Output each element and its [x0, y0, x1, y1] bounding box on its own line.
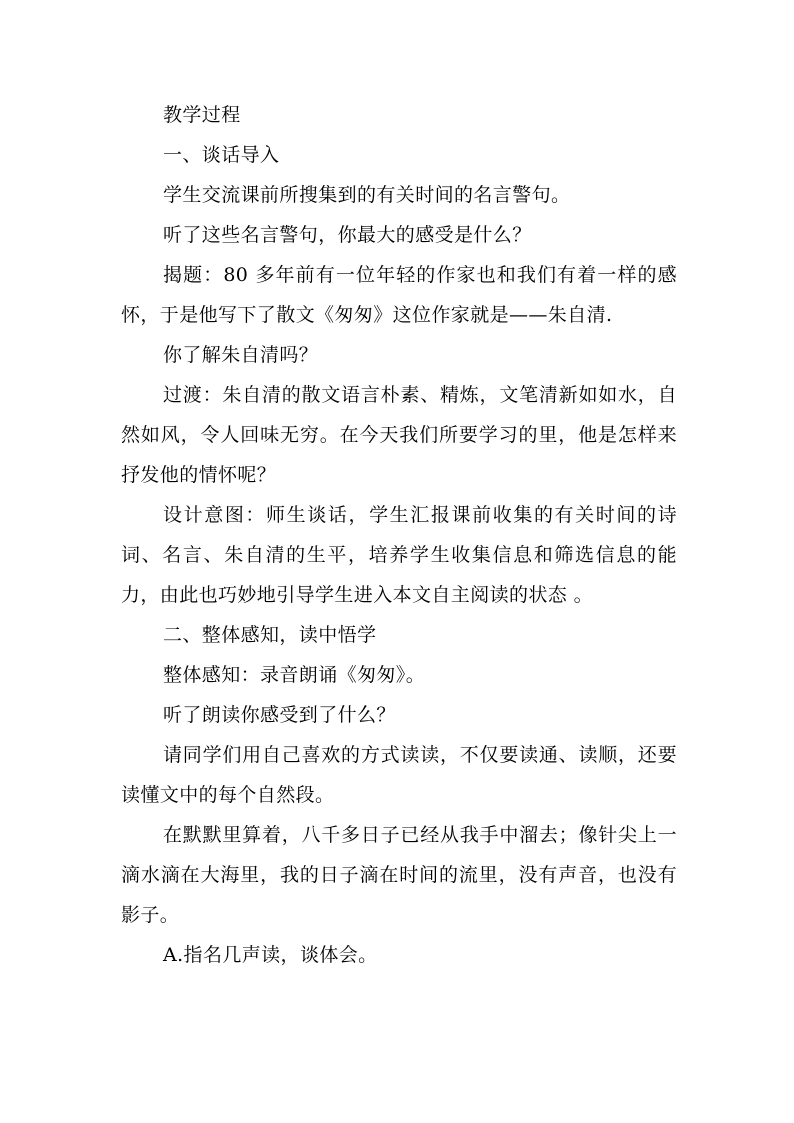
paragraph: 听了朗读你感受到了什么？	[163, 704, 396, 726]
section-2-title: 二、整体感知，读中悟学	[163, 624, 377, 646]
section-1-title: 一、谈话导入	[163, 144, 280, 166]
paragraph: 听了这些名言警句，你最大的感受是什么？	[163, 224, 532, 246]
document-body	[121, 95, 677, 975]
paragraph: 在默默里算着，八千多日子已经从我手中溜去；像针尖上一滴水滴在大海里，我的日子滴在时间的流里，没有声音，也没有影子。	[121, 824, 677, 926]
paragraph: 整体感知：录音朗诵《匆匆》。	[163, 664, 426, 686]
paragraph: 过渡：朱自清的散文语言朴素、精炼，文笔清新如如水，自然如风，令人回味无穷。在今天我们所要学习的里，他是怎样来抒发他的情怀呢？	[121, 384, 677, 486]
paragraph: A.指名几声读，谈体会。	[163, 944, 378, 966]
paragraph: 揭题：80 多年前有一位年轻的作家也和我们有着一样的感怀，于是他写下了散文《匆匆》这位作家就是——朱自清.	[121, 264, 677, 326]
paragraph: 设计意图：师生谈话，学生汇报课前收集的有关时间的诗词、名言、朱自清的生平，培养学生收集信息和筛选信息的能力，由此也巧妙地引导学生进入本文自主阅读的状态 。	[121, 504, 677, 606]
document-heading: 教学过程	[163, 104, 241, 126]
paragraph: 学生交流课前所搜集到的有关时间的名言警句。	[163, 184, 571, 206]
paragraph: 你了解朱自清吗？	[163, 344, 319, 366]
paragraph: 请同学们用自己喜欢的方式读读，不仅要读通、读顺，还要读懂文中的每个自然段。	[121, 744, 677, 806]
